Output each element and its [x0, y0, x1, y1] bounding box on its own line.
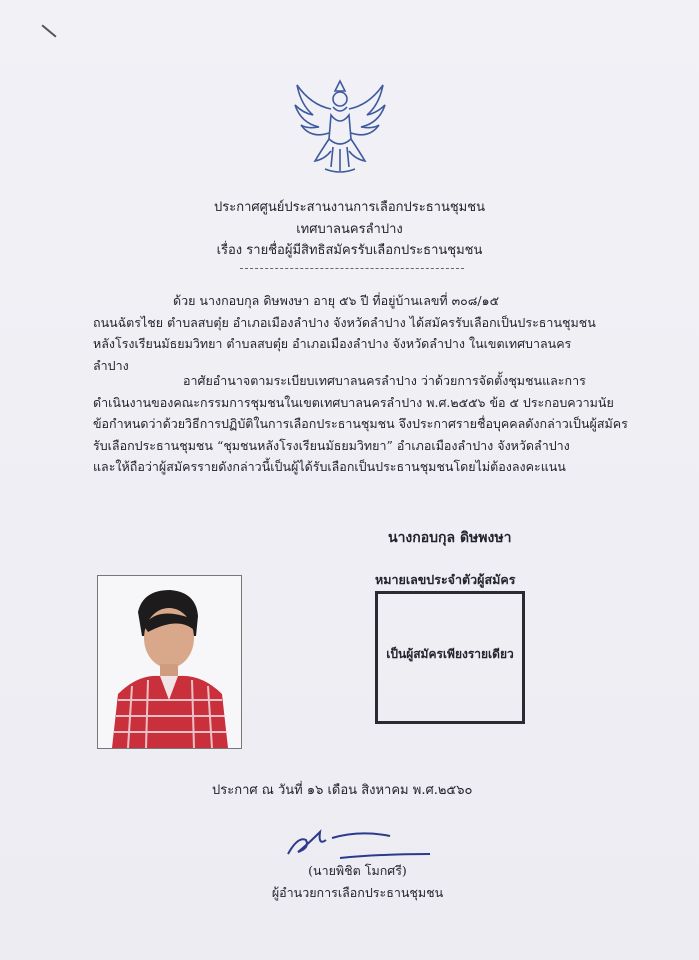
- candidate-photo: [97, 575, 242, 749]
- paragraph-line: อาศัยอำนาจตามระเบียบเทศบาลนครลำปาง ว่าด้วยการจัดตั้งชุมชนและการ: [183, 373, 586, 388]
- paragraph-1: [93, 290, 633, 376]
- divider: [240, 268, 464, 269]
- paragraph-line: ลำปาง: [93, 357, 129, 373]
- paragraph-line: รับเลือกประธานชุมชน “ชุมชนหลังโรงเรียนมัธยมวิทยา” อำเภอเมืองลำปาง จังหวัดลำปาง: [93, 437, 570, 453]
- candidate-portrait-icon: [98, 576, 241, 748]
- candidate-name: นางกอบกุล ดิษพงษา: [388, 530, 512, 546]
- subject-line: เรื่อง รายชื่อผู้มีสิทธิสมัครรับเลือกประธานชุมชน: [216, 243, 483, 258]
- paragraph-line: ข้อกำหนดว่าด้วยวิธีการปฏิบัติในการเลือกประธานชุมชน จึงประกาศรายชื่อบุคคลดังกล่าวเป็นผู้สมัคร: [93, 416, 628, 431]
- garuda-emblem-icon: [291, 75, 389, 177]
- paragraph-line: และให้ถือว่าผู้สมัครรายดังกล่าวนี้เป็นผู้ได้รับเลือกเป็นประธานชุมชนโดยไม่ต้องลงคะแนน: [93, 459, 566, 474]
- paragraph-line: ด้วย นางกอบกุล ดิษพงษา อายุ ๕๖ ปี ที่อยู่บ้านเลขที่ ๓๐๘/๑๕: [173, 293, 500, 308]
- candidate-id-box: [375, 591, 525, 724]
- paragraph-2: [93, 370, 633, 478]
- fold-mark: [41, 24, 56, 37]
- header-line-1: ประกาศศูนย์ประสานงานการเลือกประธานชุมชน: [214, 200, 485, 215]
- candidate-id-label: หมายเลขประจำตัวผู้สมัคร: [375, 572, 516, 587]
- candidate-id-text: เป็นผู้สมัครเพียงรายเดียว: [386, 647, 514, 661]
- signer-title: ผู้อำนวยการเลือกประธานชุมชน: [271, 885, 444, 900]
- header-line-2: เทศบาลนครลำปาง: [296, 222, 403, 237]
- paragraph-line: ดำเนินงานของคณะกรรมการชุมชนในเขตเทศบาลนครลำปาง พ.ศ.๒๕๕๖ ข้อ ๕ ประกอบความนัย: [93, 394, 614, 410]
- paragraph-line: หลังโรงเรียนมัธยมวิทยา ตำบลสบตุ๋ย อำเภอเมืองลำปาง จังหวัดลำปาง ในเขตเทศบาลนคร: [93, 336, 572, 351]
- signer-name: (นายพิชิต โมกศรี): [308, 863, 407, 878]
- paragraph-line: ถนนฉัตรไชย ตำบลสบตุ๋ย อำเภอเมืองลำปาง จังหวัดลำปาง ได้สมัครรับเลือกเป็นประธานชุมชน: [93, 314, 596, 330]
- announcement-date: ประกาศ ณ วันที่ ๑๖ เดือน สิงหาคม พ.ศ.๒๕๖๐: [212, 783, 473, 798]
